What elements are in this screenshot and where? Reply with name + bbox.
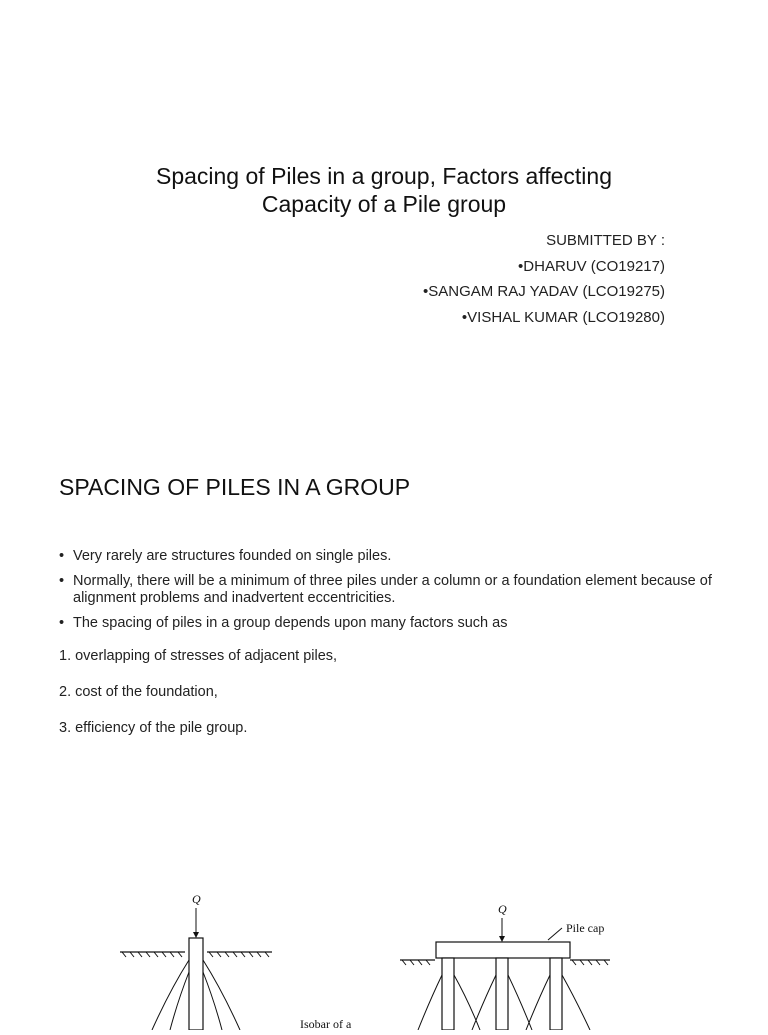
pile-cap [436,942,570,958]
numbered-item-1: 1. overlapping of stresses of adjacent piles, [59,648,338,664]
bullet-icon: • [59,548,65,564]
title-line-2: Capacity of a Pile group [261,191,507,217]
member-1: •DHARUV (CO19217) [518,257,665,275]
numbered-item-3: 3. efficiency of the pile group. [59,720,248,736]
section-heading: SPACING OF PILES IN A GROUP [59,474,411,500]
bullet-text: Normally, there will be a minimum of three piles under a column or a foundation element because of alignment problems and inadvertent eccentricities. [73,573,712,606]
numbered-item-2: 2. cost of the foundation, [59,684,218,700]
list-item [59,573,719,607]
bullet-icon: • [59,573,65,589]
member-3: •VISHAL KUMAR (LCO19280) [461,308,665,326]
submitted-by-block [423,228,665,330]
member-2: •SANGAM RAJ YADAV (LCO19275) [423,283,665,300]
pile-group-figure [100,880,660,1030]
pile-group-diagram [400,902,610,1030]
pile-cap-label: Pile cap [566,921,605,935]
list-item [59,548,719,565]
bullet-icon: • [59,615,65,631]
list-item [59,615,719,632]
title-line-1: Spacing of Piles in a group, Factors affecting [155,163,612,189]
page-title [0,162,768,218]
single-pile-diagram [120,892,272,1030]
submitted-by-label: SUBMITTED BY : [546,232,665,249]
pile-diagram [100,880,660,1030]
numbered-list [59,648,337,756]
bullet-text: Very rarely are structures founded on single piles. [73,548,392,564]
load-label-left: Q [192,892,201,906]
bullet-text: The spacing of piles in a group depends upon many factors such as [73,615,508,631]
load-label-right: Q [498,902,507,916]
bullet-list [59,548,719,640]
isobar-label: Isobar of a [300,1017,352,1030]
content-slide [0,440,768,1030]
title-slide [0,0,768,440]
